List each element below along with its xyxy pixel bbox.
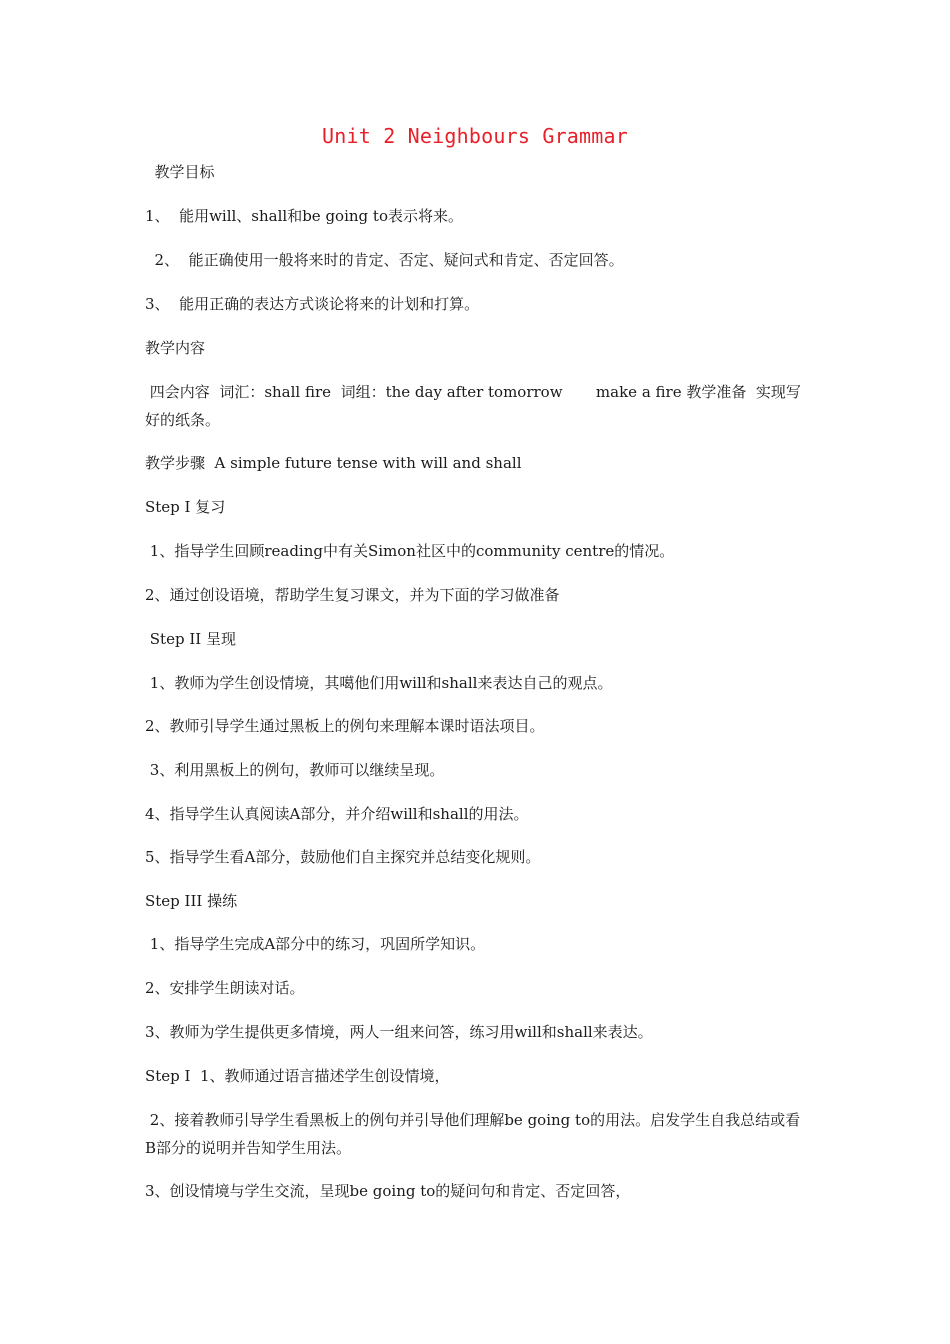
paragraph: 1、指导学生回顾reading中有关Simon社区中的community centre的情况。 xyxy=(145,542,675,560)
paragraph: 5、指导学生看A部分，鼓励他们自主探究并总结变化规则。 xyxy=(145,848,541,866)
step-heading: Step III 操练 xyxy=(145,892,238,910)
paragraph: 1、指导学生完成A部分中的练习，巩固所学知识。 xyxy=(145,935,486,953)
paragraph: 3、教师为学生提供更多情境，两人一组来问答，练习用will和shall来表达。 xyxy=(145,1023,653,1041)
step-heading: Step II 呈现 xyxy=(145,630,236,648)
paragraph: 四会内容 词汇：shall fire 词组：the day after tomorrow make a fire 教学准备 实现写好的纸条。 xyxy=(145,383,801,429)
document-title: Unit 2 Neighbours Grammar xyxy=(321,124,629,148)
paragraph: 2、教师引导学生通过黑板上的例句来理解本课时语法项目。 xyxy=(145,717,545,735)
paragraph: 1、 能用will、shall和be going to表示将来。 xyxy=(145,207,463,225)
section-heading-steps: 教学步骤 A simple future tense with will and shall xyxy=(145,454,522,472)
paragraph: 4、指导学生认真阅读A部分，并介绍will和shall的用法。 xyxy=(145,805,529,823)
step-heading: Step I 复习 xyxy=(145,498,226,516)
paragraph: 2、通过创设语境，帮助学生复习课文，并为下面的学习做准备 xyxy=(145,586,560,604)
paragraph: 2、 能正确使用一般将来时的肯定、否定、疑问式和肯定、否定回答。 xyxy=(145,251,624,269)
paragraph: 3、创设情境与学生交流，呈现be going to的疑问句和肯定、否定回答， xyxy=(145,1182,631,1200)
section-heading-objectives: 教学目标 xyxy=(145,163,215,181)
paragraph: 3、 能用正确的表达方式谈论将来的计划和打算。 xyxy=(145,295,480,313)
section-heading-content: 教学内容 xyxy=(145,339,206,357)
paragraph: 1、教师为学生创设情境，其噶他们用will和shall来表达自己的观点。 xyxy=(145,674,613,692)
paragraph: 2、接着教师引导学生看黑板上的例句并引导他们理解be going to的用法。启发学生自我总结或看B部分的说明并告知学生用法。 xyxy=(145,1111,801,1157)
paragraph: 3、利用黑板上的例句，教师可以继续呈现。 xyxy=(145,761,445,779)
paragraph: Step I 1、教师通过语言描述学生创设情境， xyxy=(145,1067,450,1085)
paragraph: 2、安排学生朗读对话。 xyxy=(145,979,305,997)
